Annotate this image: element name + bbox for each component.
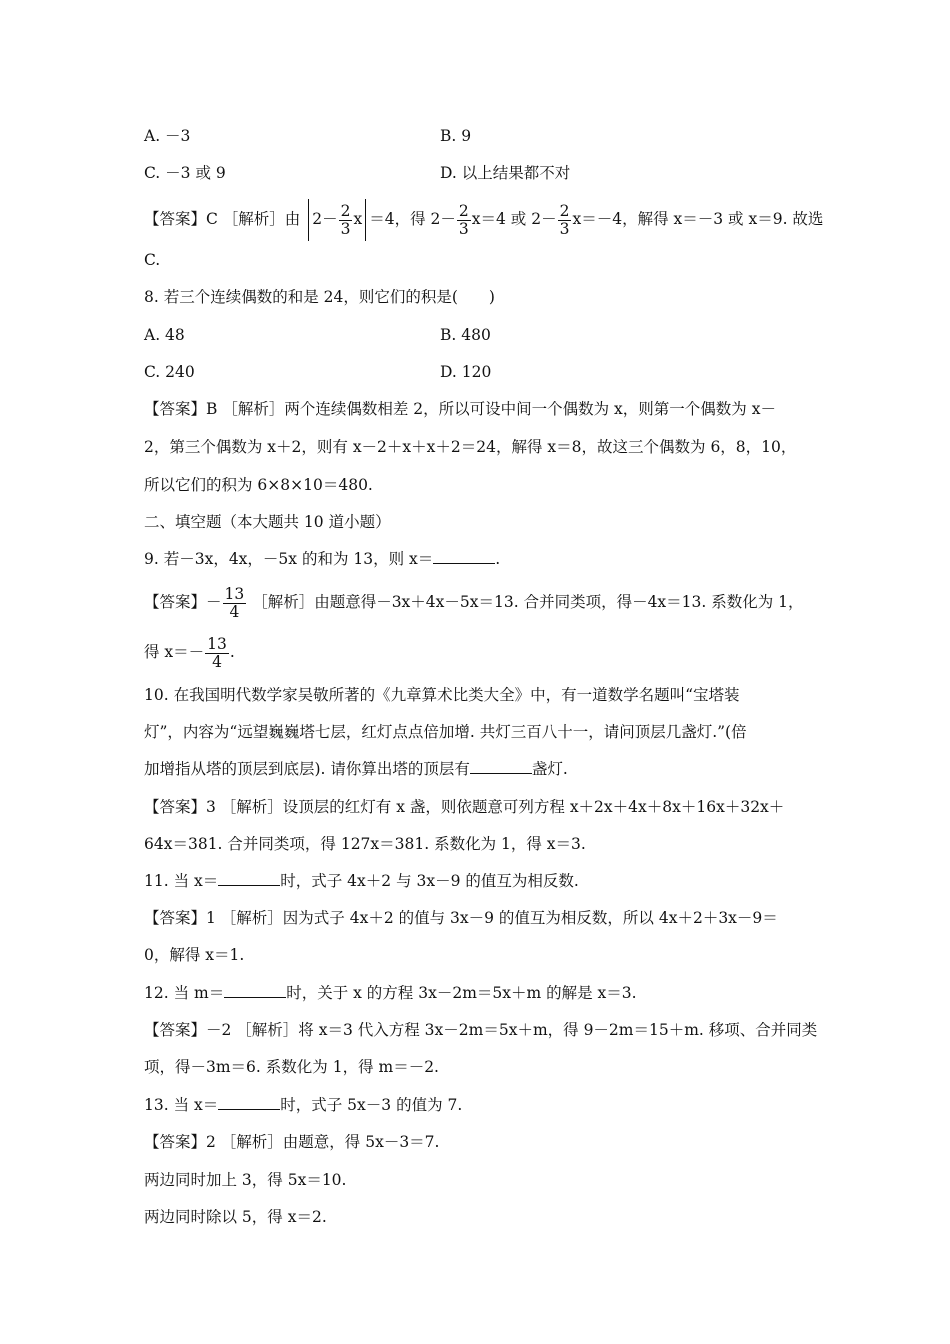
- q10-line-1: 10. 在我国明代数学家吴敬所著的《九章算术比类大全》中，有一道数学名题叫“宝塔装: [144, 686, 740, 704]
- q9-answer-line-1: [144, 581, 804, 623]
- q9-answer-prefix: 【答案】－: [144, 593, 222, 611]
- q7-answer-mid-2: x＝4 或 2－: [471, 210, 557, 228]
- q10-line-3-post: 盏灯.: [531, 760, 568, 778]
- q10-line-3: [144, 759, 568, 779]
- q9-answer-rest: ［解析］由题意得－3x＋4x－5x＝13. 合并同类项，得－4x＝13. 系数化为 1，: [252, 593, 804, 611]
- fraction-numerator: 2: [458, 201, 469, 220]
- q7-abs-lead: 2－: [312, 210, 338, 228]
- q8-question: 8. 若三个连续偶数的和是 24，则它们的积是( ): [144, 288, 495, 306]
- fraction-numerator: 2: [559, 201, 570, 220]
- q13-answer-line-3: 两边同时除以 5，得 x＝2.: [144, 1208, 327, 1226]
- q8-option-d: D. 120: [440, 363, 492, 381]
- q10-line-3-pre: 加增指从塔的顶层到底层). 请你算出塔的顶层有: [144, 760, 470, 778]
- q13-question-pre: 13. 当 x＝: [144, 1096, 219, 1114]
- fraction-denominator: 4: [229, 602, 240, 621]
- q7-option-row-1: [144, 126, 472, 146]
- q8-option-row-1: [144, 325, 491, 345]
- q9-question: [144, 549, 500, 569]
- fraction: [205, 636, 229, 671]
- q7-option-row-2: [144, 163, 571, 183]
- q10-answer-line-1: 【答案】3 ［解析］设顶层的红灯有 x 盏，则依题意可列方程 x＋2x＋4x＋8x＋16x＋32x＋: [144, 798, 785, 816]
- q11-answer-line-2: 0，解得 x＝1.: [144, 946, 245, 964]
- q7-answer-line-2: C.: [144, 251, 161, 269]
- q12-question: [144, 983, 637, 1003]
- q12-answer-line-1: 【答案】－2 ［解析］将 x＝3 代入方程 3x－2m＝5x＋m，得 9－2m＝15＋m. 移项、合并同类: [144, 1021, 818, 1039]
- q7-answer-mid-3: x＝－4，解得: [572, 210, 669, 228]
- fraction-numerator: 13: [224, 584, 245, 603]
- q13-answer-line-1: 【答案】2 ［解析］由题意，得 5x－3＝7.: [144, 1133, 440, 1151]
- q13-answer-line-2: 两边同时加上 3，得 5x＝10.: [144, 1171, 347, 1189]
- answer-blank: [218, 871, 280, 886]
- q9-answer-line-2: [144, 631, 235, 673]
- q11-answer-line-1: 【答案】1 ［解析］因为式子 4x＋2 的值与 3x－9 的值互为相反数，所以 4x＋2＋3x－9＝: [144, 909, 778, 927]
- fraction-numerator: 13: [207, 634, 227, 653]
- q8-answer-line-1: 【答案】B ［解析］两个连续偶数相差 2，所以可设中间一个偶数为 x，则第一个偶数为 x－: [144, 400, 776, 418]
- answer-blank: [218, 1095, 280, 1110]
- q7-option-d: D. 以上结果都不对: [440, 164, 571, 182]
- section-heading: 二、填空题（本大题共 10 道小题）: [144, 513, 391, 531]
- q11-question-pre: 11. 当 x＝: [144, 872, 219, 890]
- q12-question-post: 时，关于 x 的方程 3x－2m＝5x＋m 的解是 x＝3.: [286, 984, 637, 1002]
- answer-blank: [224, 983, 286, 998]
- q7-answer-line-1: [144, 198, 823, 240]
- q8-option-a: A. 48: [144, 326, 185, 344]
- answer-blank: [433, 549, 495, 564]
- q8-option-b: B. 480: [440, 326, 491, 344]
- fraction-numerator: 2: [340, 201, 351, 220]
- fraction-denominator: 4: [212, 652, 222, 671]
- q7-abs-tail: x: [353, 210, 363, 228]
- q7-answer-mid-1: ＝4，得 2－: [369, 210, 456, 228]
- q11-question-post: 时，式子 4x＋2 与 3x－9 的值互为相反数.: [280, 872, 579, 890]
- answer-blank: [470, 759, 532, 774]
- q7-answer-end: x＝－3 或 x＝9. 故选: [673, 210, 824, 228]
- abs-bar-left: [308, 199, 309, 241]
- fraction-denominator: 3: [559, 219, 570, 238]
- q12-answer-line-2: 项，得－3m＝6. 系数化为 1，得 m＝－2.: [144, 1058, 439, 1076]
- q9-answer-line2-post: .: [229, 643, 235, 661]
- q8-answer-line-2: 2，第三个偶数为 x＋2，则有 x－2＋x＋x＋2＝24，解得 x＝8，故这三个偶数为 6，8，10，: [144, 438, 797, 456]
- q7-option-a: A. －3: [144, 127, 191, 145]
- q10-line-2: 灯”，内容为“远望巍巍塔七层，红灯点点倍加增. 共灯三百八十一，请问顶层几盏灯.”(倍: [144, 723, 747, 741]
- fraction-denominator: 3: [458, 219, 469, 238]
- q7-option-c: C. －3 或 9: [144, 164, 226, 182]
- fraction: [457, 203, 471, 238]
- fraction-denominator: 3: [340, 219, 351, 238]
- q9-question-post: .: [495, 550, 501, 568]
- fraction: [558, 203, 572, 238]
- q8-option-c: C. 240: [144, 363, 195, 381]
- q13-question: [144, 1095, 462, 1115]
- q13-question-post: 时，式子 5x－3 的值为 7.: [280, 1096, 463, 1114]
- q11-question: [144, 871, 579, 891]
- fraction: [339, 203, 353, 238]
- q7-option-b: B. 9: [440, 127, 472, 145]
- q9-answer-line2-pre: 得 x＝－: [144, 643, 205, 661]
- q7-answer-prefix: 【答案】C ［解析］由: [144, 210, 301, 228]
- abs-bar-right: [365, 199, 366, 241]
- q8-answer-line-3: 所以它们的积为 6×8×10＝480.: [144, 476, 373, 494]
- q12-question-pre: 12. 当 m＝: [144, 984, 225, 1002]
- q9-question-pre: 9. 若－3x，4x，－5x 的和为 13，则 x＝: [144, 550, 434, 568]
- fraction: [223, 586, 247, 621]
- q8-option-row-2: [144, 362, 492, 382]
- q10-answer-line-2: 64x＝381. 合并同类项，得 127x＝381. 系数化为 1，得 x＝3.: [144, 835, 586, 853]
